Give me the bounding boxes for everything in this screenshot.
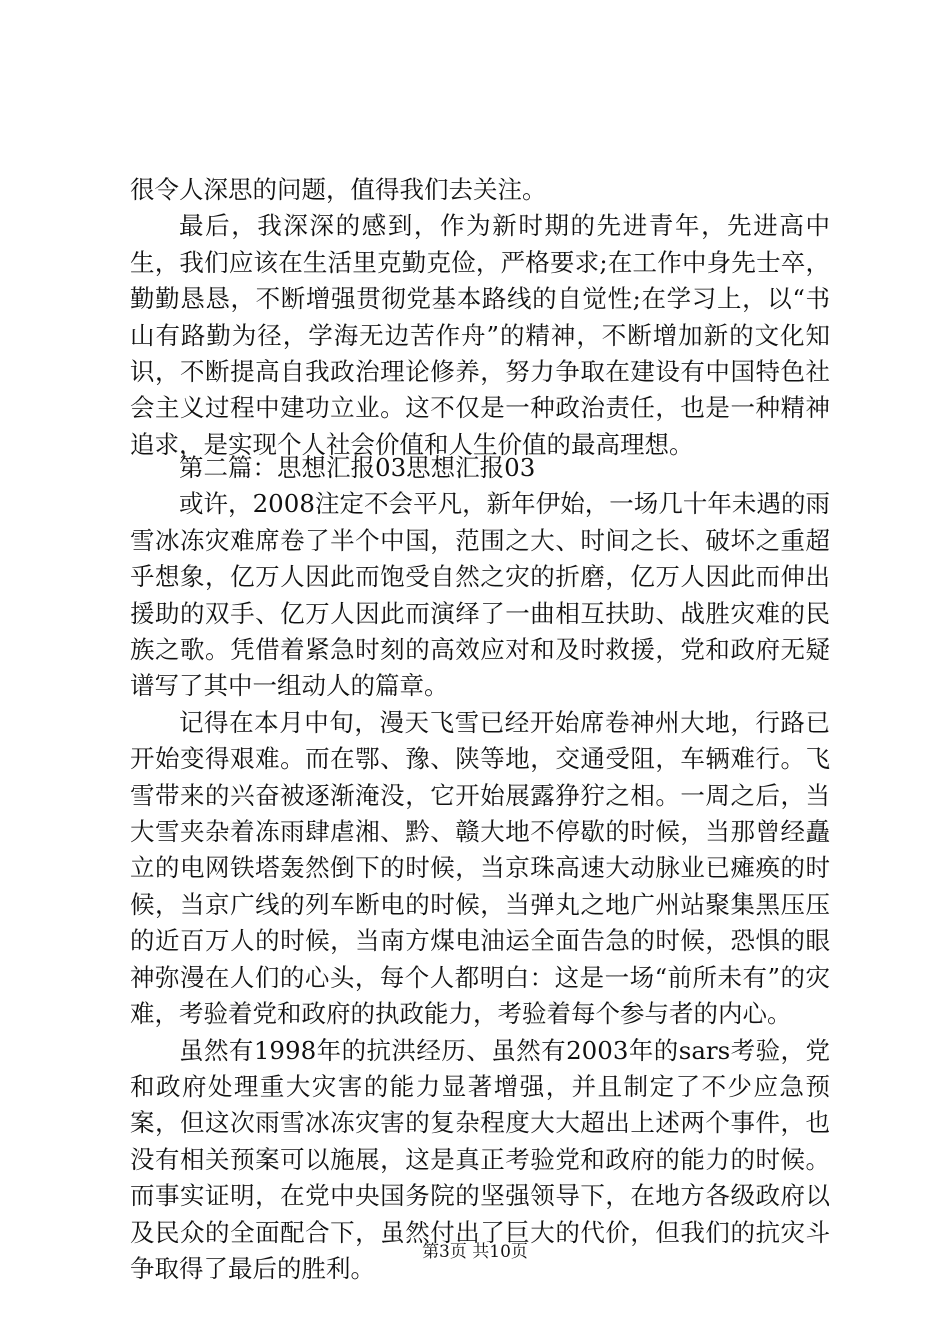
page-number-footer: 第3页 共10页 [422,1242,528,1262]
body-paragraph: 记得在本月中旬，漫天飞雪已经开始席卷神州大地，行路已开始变得艰难。而在鄂、豫、陕等地，交通受阻，车辆难行。飞雪带来的兴奋被逐渐淹没，它开始展露狰狞之相。一周之后，当大雪夹杂着冻雨肆虐湘、黔、赣大地不停歇的时候，当那曾经矗立的电网铁塔轰然倒下的时候，当京珠高速大动脉业已瘫痪的时候，当京广线的列车断电的时候，当弹丸之地广州站聚集黑压压的近百万人的时候，当南方煤电油运全面告急的时候，恐惧的眼神弥漫在人们的心头，每个人都明白：这是一场“前所未有”的灾难，考验着党和政府的执政能力，考验着每个参与者的内心。 [130,707,830,1029]
section-heading: 第二篇：思想汇报03思想汇报03 [179,453,536,482]
section-one [130,172,830,463]
section-two [130,450,830,1287]
body-paragraph: 虽然有1998年的抗洪经历、虽然有2003年的sars考验，党和政府处理重大灾害的能力显著增强，并且制定了不少应急预案，但这次雨雪冰冻灾害的复杂程度大大超出上述两个事件，也没有相关预案可以施展，这是真正考验党和政府的能力的时候。而事实证明，在党中央国务院的坚强领导下，在地方各级政府以及民众的全面配合下，虽然付出了巨大的代价，但我们的抗灾斗争取得了最后的胜利。 [130,1035,830,1283]
continuation-paragraph: 很令人深思的问题，值得我们去关注。 [130,175,547,204]
body-paragraph: 最后，我深深的感到，作为新时期的先进青年，先进高中生，我们应该在生活里克勤克俭，严格要求;在工作中身先士卒，勤勤恳恳，不断增强贯彻党基本路线的自觉性;在学习上，以“书山有路勤为径，学海无边苦作舟”的精神，不断增加新的文化知识，不断提高自我政治理论修养，努力争取在建设有中国特色社会主义过程中建功立业。这不仅是一种政治责任，也是一种精神追求，是实现个人社会价值和人生价值的最高理想。 [130,211,830,459]
body-paragraph: 或许，2008注定不会平凡，新年伊始，一场几十年未遇的雨雪冰冻灾难席卷了半个中国，范围之大、时间之长、破坏之重超乎想象，亿万人因此而饱受自然之灾的折磨，亿万人因此而伸出援助的双手、亿万人因此而演绎了一曲相互扶助、战胜灾难的民族之歌。凭借着紧急时刻的高效应对和及时救援，党和政府无疑谱写了其中一组动人的篇章。 [130,489,830,701]
